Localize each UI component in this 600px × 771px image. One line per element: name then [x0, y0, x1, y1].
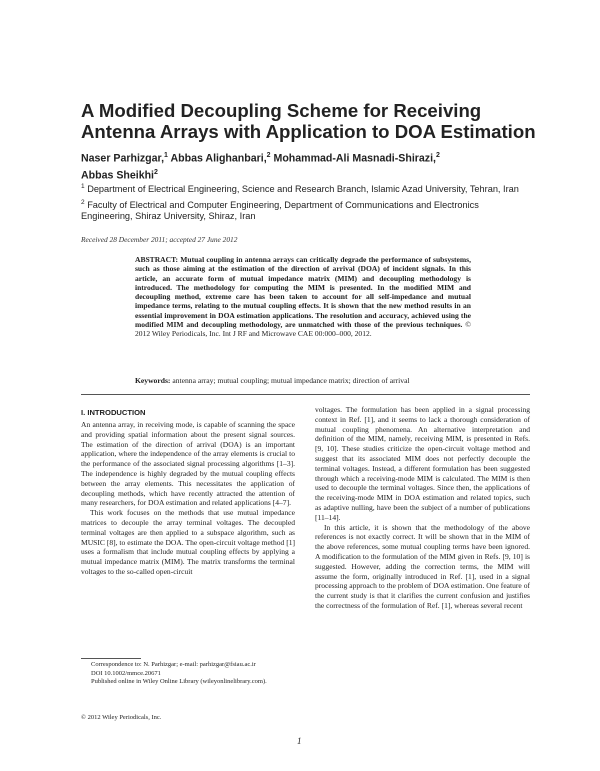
author-name: Mohammad-Ali Masnadi-Shirazi, — [273, 152, 436, 165]
author-name: Abbas Alighanbari, — [170, 152, 267, 165]
affiliation — [81, 181, 521, 196]
affiliation — [81, 197, 521, 223]
affiliation-text: Department of Electrical Engineering, Science and Research Branch, Islamic Azad University, Tehran, Iran — [87, 184, 519, 195]
author-affil-marker: 1 — [164, 152, 168, 159]
title-line-1: A Modified Decoupling Scheme for Receiving — [81, 100, 482, 121]
title-line-2: Antenna Arrays with Application to DOA Estimation — [81, 121, 536, 142]
correspondence: Correspondence to: N. Parhizgar; e-mail: parhizgar@fsiau.ac.ir — [91, 661, 256, 668]
section-heading: I. INTRODUCTION — [81, 408, 146, 417]
footnote — [91, 661, 296, 687]
paragraph: voltages. The formulation has been applied in a signal processing context in Ref. [1], and it seems to lack a thorough consideration of mutual coupling phenomena. An alternative interpretation and definition of the MIM, namely, receiving MIM, is presented in Refs. [9, 10]. These studies criticize the open-circuit voltage method and suggest that its associated MIM does not perfectly decouple the terminal voltages. Instead, a different formulation has been suggested through which a receiving-mode MIM is calculated. The MIM is then used to decouple the terminal voltages. Since then, the applications of the receiving-mode MIM in DOA estimation and related topics, such as adaptive nulling, have been the subject of a number of publications [11–14]. — [315, 405, 530, 522]
paragraph: In this article, it is shown that the methodology of the above references is not exactly correct. It will be shown that in the MIM of the above references, some mutual coupling terms have been ignored. A modification to the formulation of the MIM given in Refs. [9, 10] is suggested. However, adding the correction terms, the MIM will assume the form, originally introduced in Ref. [1], used in a signal processing approach to the problem of DOA estimation. One feature of the current study is that it clarifies the current confusion and justifies the correctness of the formulation of Ref. [1], whereas several recent — [315, 522, 530, 610]
abstract — [135, 255, 471, 339]
right-column — [315, 405, 530, 611]
footnote-divider — [81, 658, 141, 659]
paper-title — [81, 100, 551, 142]
keywords — [135, 376, 475, 385]
author-name: Abbas Sheikhi — [81, 169, 154, 182]
page-number: 1 — [297, 736, 302, 746]
affiliation-number: 1 — [81, 183, 85, 190]
published-online: Published online in Wiley Online Library (wileyonlinelibrary.com). — [91, 678, 267, 686]
section-divider — [81, 394, 530, 395]
paragraph: This work focuses on the methods that use mutual impedance matrices to decouple the array terminal voltages. The decoupled terminal voltages are then applied to a subspace algorithm, such as MUSIC [8], to estimate the DOA. The open-circuit voltage method [1] uses a formalism that include mutual coupling effects by applying a mutual impedance matrix (MIM). The matrix transforms the terminal voltages to the so-called open-circuit — [81, 508, 295, 576]
left-column — [81, 420, 295, 577]
affiliation-text: Faculty of Electrical and Computer Engineering, Department of Communications and Electronics Engineering, Shiraz University, Shiraz, Iran — [81, 199, 479, 222]
paragraph: An antenna array, in receiving mode, is capable of scanning the space and providing spatial information about the present signal sources. The estimation of the direction of arrival (DOA) is an important application, where the independence of the array elements is crucial to the performance of the associated signal processing algorithms [1–3]. The independence is highly degraded by the mutual coupling effects between the array elements. This necessitates the application of decoupling methods, which have recently attracted the attention of many researchers, for DOA estimation and related applications [4–7]. — [81, 420, 295, 508]
author-name: Naser Parhizgar, — [81, 152, 165, 165]
affiliations — [81, 181, 521, 224]
keywords-label: Keywords: — [135, 376, 171, 385]
keywords-text: antenna array; mutual coupling; mutual impedance matrix; direction of arrival — [172, 376, 410, 385]
author-affil-marker: 2 — [154, 169, 158, 177]
abstract-publisher-line: © 2012 Wiley Periodicals, Inc. Int J RF and Microwave CAE 00:000–000, 2012. — [135, 320, 472, 339]
copyright: © 2012 Wiley Periodicals, Inc. — [81, 714, 162, 721]
doi: DOI 10.1002/mmce.20671 — [91, 669, 161, 677]
abstract-text: ABSTRACT: Mutual coupling in antenna arrays can critically degrade the performance of subsystems, such as those aiming at the estimation of the direction of arrival (DOA) of incident signals. In this article, an accurate form of mutual impedance matrix (MIM) and decoupling methodology is introduced. The methodology for computing the MIM is presented. In the modified MIM and decoupling method, extreme care has been taken to account for all self-impedance and mutual impedance terms, relating to the mutual coupling effects. It is shown that the new method results in an essential improvement in DOA estimation applications. The resolution and accuracy, achieved using the modified MIM and decoupling methodology, are unmatched with those of the previous techniques. — [135, 255, 471, 330]
author-list — [81, 149, 551, 183]
author-affil-marker: 2 — [435, 152, 440, 159]
affiliation-number: 2 — [81, 198, 85, 206]
author-affil-marker: 2 — [266, 152, 271, 159]
received-dates: Received 28 December 2011; accepted 27 June 2012 — [81, 235, 238, 244]
